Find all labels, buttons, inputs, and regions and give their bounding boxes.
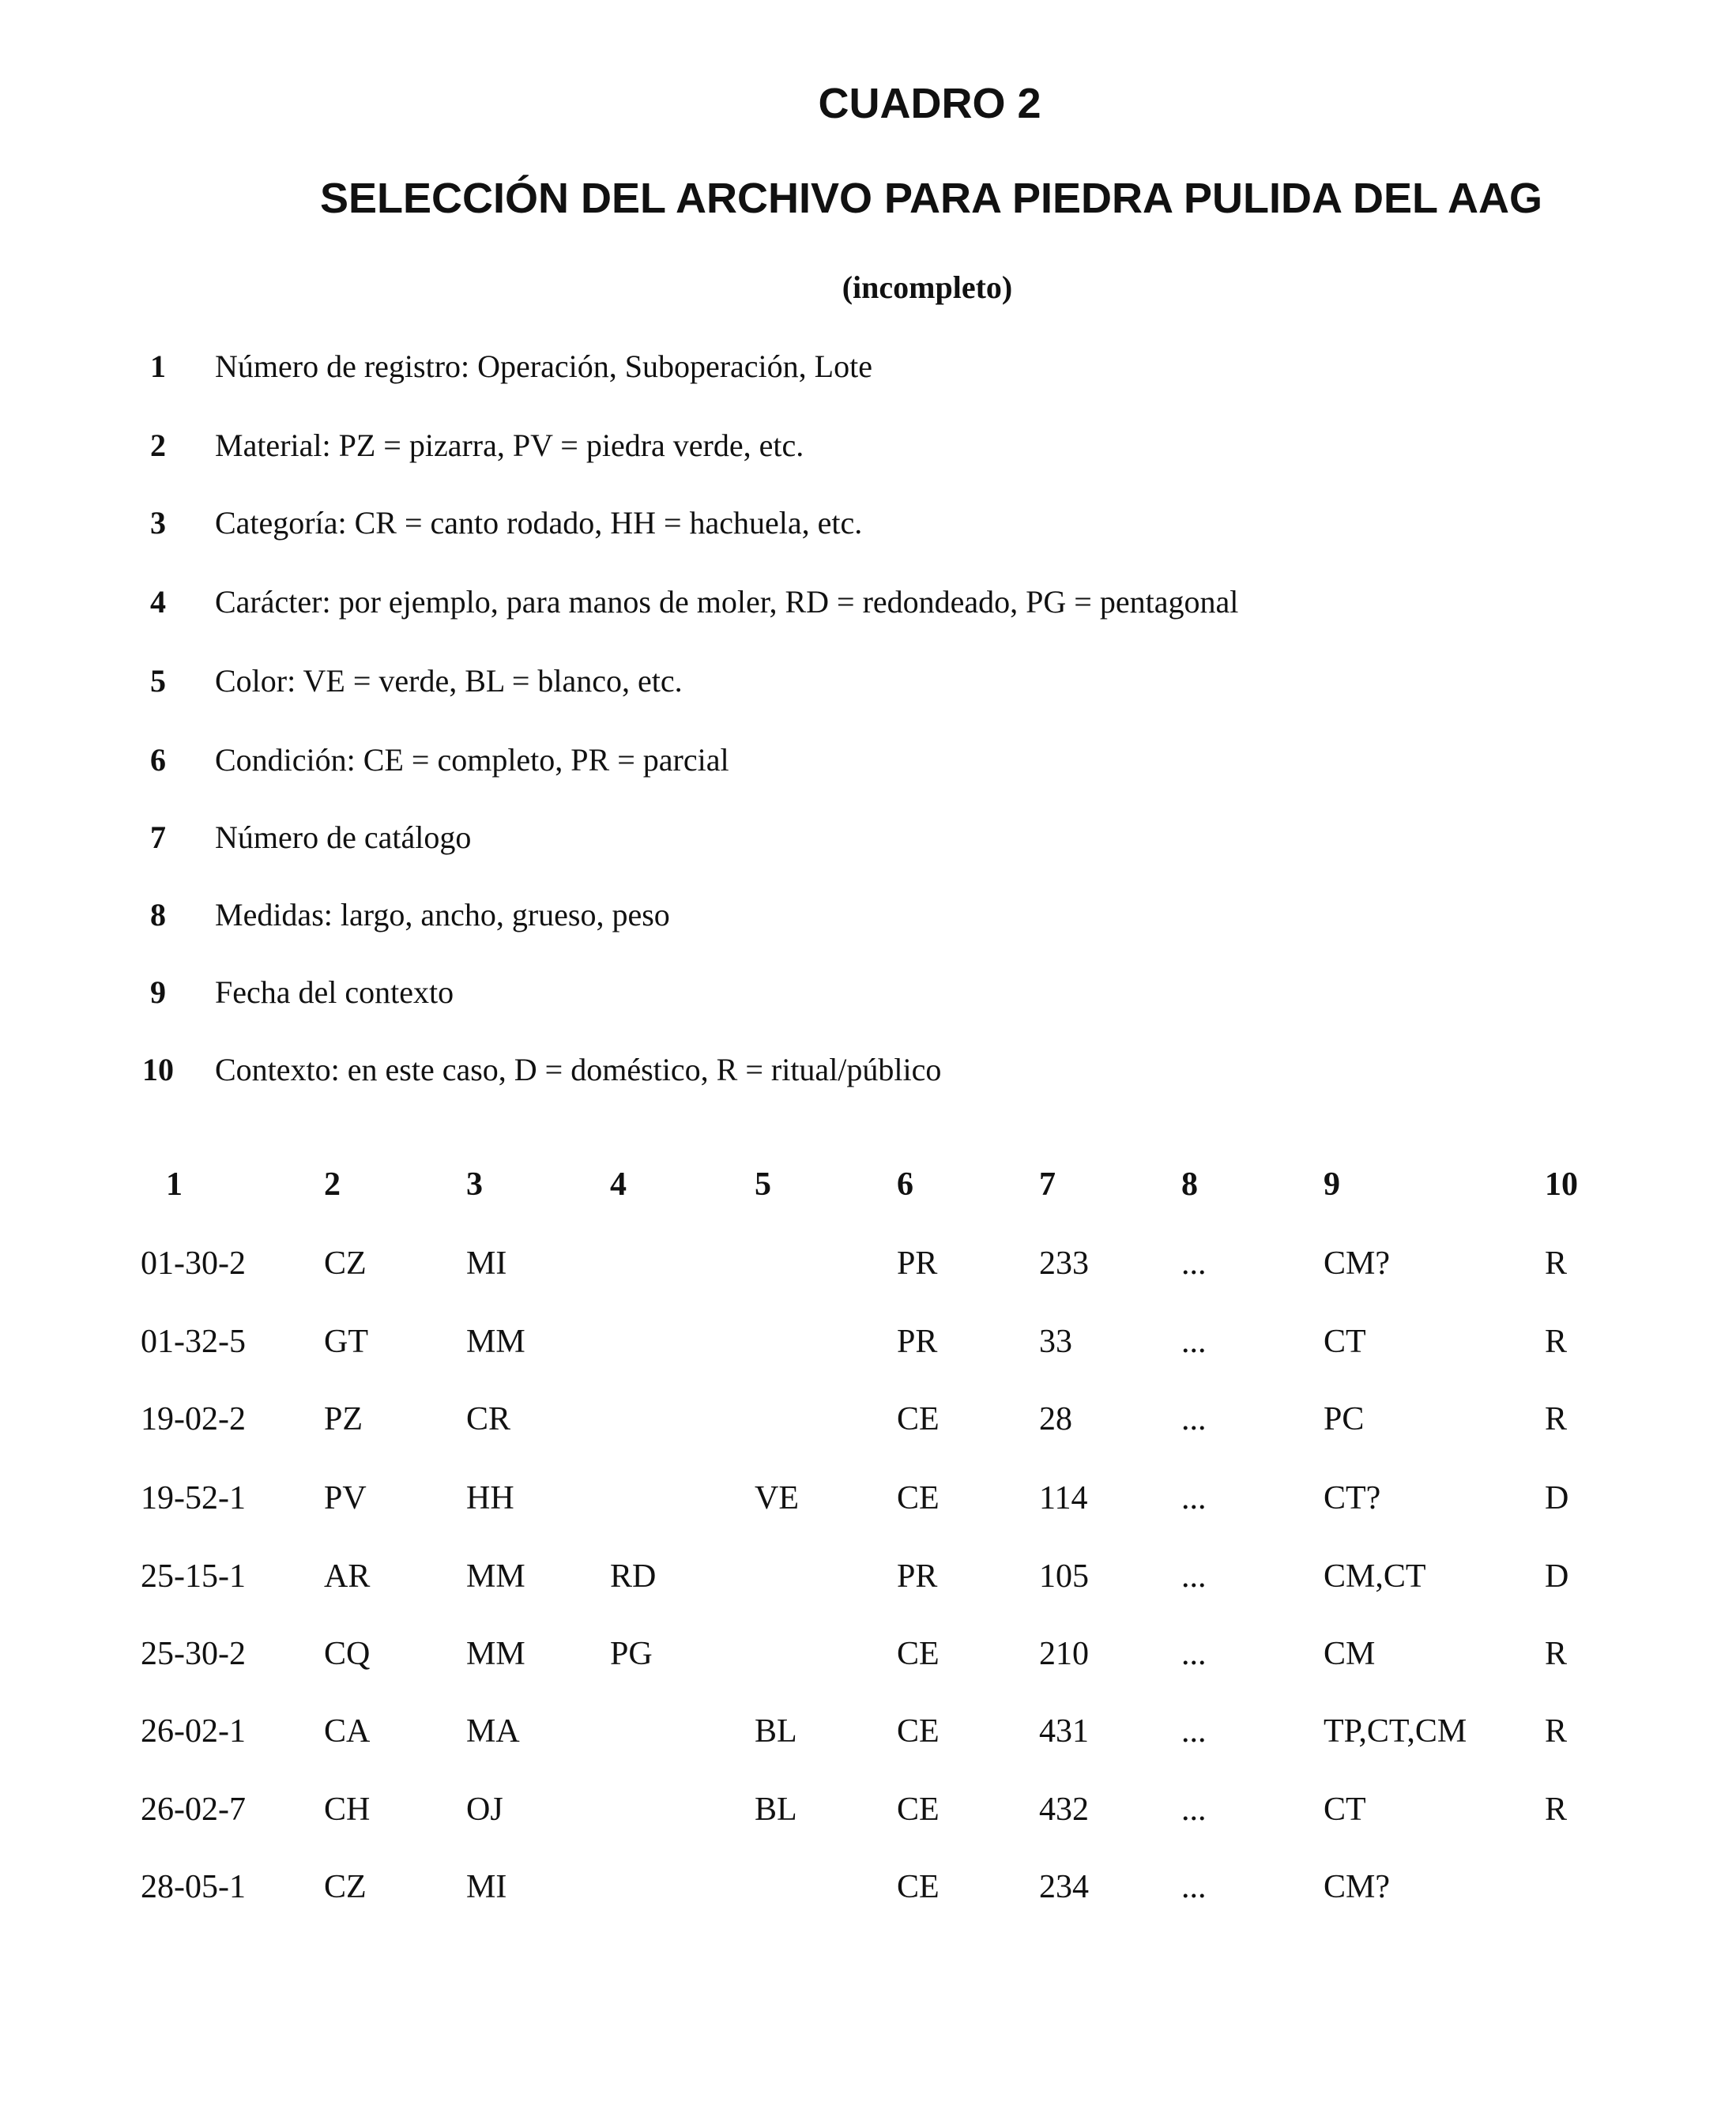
table-cell: 01-30-2 [141,1245,246,1282]
table-row [0,1791,1736,1838]
column-header: 3 [466,1166,483,1203]
table-cell: CE [897,1636,940,1672]
table-cell: MM [466,1636,525,1672]
table-cell: RD [610,1558,657,1595]
legend-item-text: Medidas: largo, ancho, grueso, peso [215,897,670,932]
table-cell: ... [1181,1401,1207,1437]
legend-item-number: 5 [150,663,166,699]
table-cell: CT? [1324,1480,1381,1516]
table-cell: CZ [324,1869,367,1905]
table-cell: BL [755,1713,797,1750]
table-header-row [0,1166,1736,1213]
table-cell: PC [1324,1401,1365,1437]
table-cell: CZ [324,1245,367,1282]
legend-item-text: Categoría: CR = canto rodado, HH = hachuela, etc. [215,505,863,541]
table-cell: MM [466,1324,525,1360]
table-cell: 28-05-1 [141,1869,246,1905]
table-cell: D [1545,1480,1569,1516]
legend-item-number: 1 [150,348,166,384]
table-cell: CR [466,1401,511,1437]
legend-item-text: Número de registro: Operación, Suboperación, Lote [215,348,872,384]
table-cell: 233 [1039,1245,1089,1282]
table-cell: CH [324,1791,371,1828]
legend-item-text: Material: PZ = pizarra, PV = piedra verde, etc. [215,428,804,463]
legend-item-number: 3 [150,505,166,541]
table-cell: CE [897,1869,940,1905]
table-cell: 28 [1039,1401,1072,1437]
column-header: 2 [324,1166,341,1203]
legend-item-text: Condición: CE = completo, PR = parcial [215,742,729,778]
table-cell: 105 [1039,1558,1089,1595]
table-cell: 19-02-2 [141,1401,246,1437]
legend-item-number: 2 [150,428,166,463]
table-number: CUADRO 2 [818,80,1041,127]
table-cell: ... [1181,1869,1207,1905]
table-cell: PV [324,1480,367,1516]
table-row [0,1712,1736,1760]
table-cell: CM? [1324,1869,1390,1905]
table-row [0,1245,1736,1292]
table-cell: MM [466,1558,525,1595]
table-cell: 234 [1039,1869,1089,1905]
legend-item-text: Carácter: por ejemplo, para manos de moler, RD = redondeado, PG = pentagonal [215,584,1239,620]
legend-item-number: 6 [150,742,166,778]
legend-item [0,583,1422,631]
page-title: SELECCIÓN DEL ARCHIVO PARA PIEDRA PULIDA DEL AAG [319,175,1543,222]
legend-item-number: 9 [150,974,166,1010]
column-header: 7 [1039,1166,1056,1203]
table-cell: VE [755,1480,799,1516]
table-cell: CT [1324,1791,1366,1828]
table-cell: 431 [1039,1713,1089,1750]
table-cell: R [1545,1401,1568,1437]
column-header: 9 [1324,1166,1340,1203]
table-cell: R [1545,1713,1568,1750]
table-cell: CA [324,1713,371,1750]
table-cell: MI [466,1245,507,1282]
table-cell: PR [897,1245,938,1282]
table-cell: CM? [1324,1245,1390,1282]
table-cell: ... [1181,1245,1207,1282]
table-row [0,1479,1736,1527]
table-cell: CE [897,1791,940,1828]
legend-item [0,427,1422,474]
table-cell: GT [324,1324,368,1360]
table-cell: CE [897,1480,940,1516]
table-cell: PR [897,1558,938,1595]
legend-item-number: 8 [150,897,166,932]
table-cell: R [1545,1791,1568,1828]
legend-item [0,662,1422,710]
table-cell: ... [1181,1636,1207,1672]
table-cell: CT [1324,1324,1366,1360]
table-cell: ... [1181,1791,1207,1828]
table-cell: ... [1181,1480,1207,1516]
table-cell: OJ [466,1791,503,1828]
legend-item [0,741,1422,789]
legend-item [0,504,1422,552]
table-cell: HH [466,1480,514,1516]
table-row [0,1400,1736,1448]
table-cell: PR [897,1324,938,1360]
table-cell: R [1545,1245,1568,1282]
table-cell: 25-15-1 [141,1558,246,1595]
column-header: 6 [897,1166,913,1203]
table-cell: 19-52-1 [141,1480,246,1516]
legend-item-number: 4 [150,584,166,620]
table-cell: CE [897,1401,940,1437]
table-cell: CM [1324,1636,1376,1672]
table-cell: TP,CT,CM [1324,1713,1467,1750]
legend-item-number: 7 [150,819,166,855]
legend-item-text: Contexto: en este caso, D = doméstico, R = ritual/público [215,1052,942,1087]
table-cell: 26-02-1 [141,1713,246,1750]
legend-item [0,819,1422,866]
table-cell: 114 [1039,1480,1088,1516]
legend-item-text: Color: VE = verde, BL = blanco, etc. [215,663,683,699]
table-row [0,1635,1736,1682]
table-cell: PG [610,1636,653,1672]
title-note: (incompleto) [842,269,1013,305]
legend-item [0,896,1422,944]
table-cell: 01-32-5 [141,1324,246,1360]
table-cell: ... [1181,1324,1207,1360]
table-cell: 210 [1039,1636,1089,1672]
table-cell: MI [466,1869,507,1905]
table-cell: R [1545,1324,1568,1360]
table-cell: CM,CT [1324,1558,1426,1595]
legend-item-text: Fecha del contexto [215,974,454,1010]
table-cell: 25-30-2 [141,1636,246,1672]
table-cell: R [1545,1636,1568,1672]
legend-item [0,348,1422,395]
table-row [0,1323,1736,1370]
table-cell: 26-02-7 [141,1791,246,1828]
column-header: 5 [755,1166,771,1203]
table-cell: CQ [324,1636,371,1672]
table-cell: CE [897,1713,940,1750]
table-row [0,1558,1736,1605]
column-header: 8 [1181,1166,1198,1203]
column-header: 10 [1545,1166,1578,1203]
table-cell: ... [1181,1713,1207,1750]
table-cell: PZ [324,1401,363,1437]
table-cell: BL [755,1791,797,1828]
legend-item [0,1051,1422,1098]
column-header: 4 [610,1166,627,1203]
legend-item [0,974,1422,1021]
column-header: 1 [166,1166,183,1203]
table-cell: AR [324,1558,371,1595]
legend-item-text: Número de catálogo [215,819,472,855]
table-row [0,1868,1736,1916]
table-cell: 432 [1039,1791,1089,1828]
table-cell: 33 [1039,1324,1072,1360]
table-cell: ... [1181,1558,1207,1595]
legend-item-number: 10 [142,1052,174,1087]
table-cell: MA [466,1713,520,1750]
table-cell: D [1545,1558,1569,1595]
